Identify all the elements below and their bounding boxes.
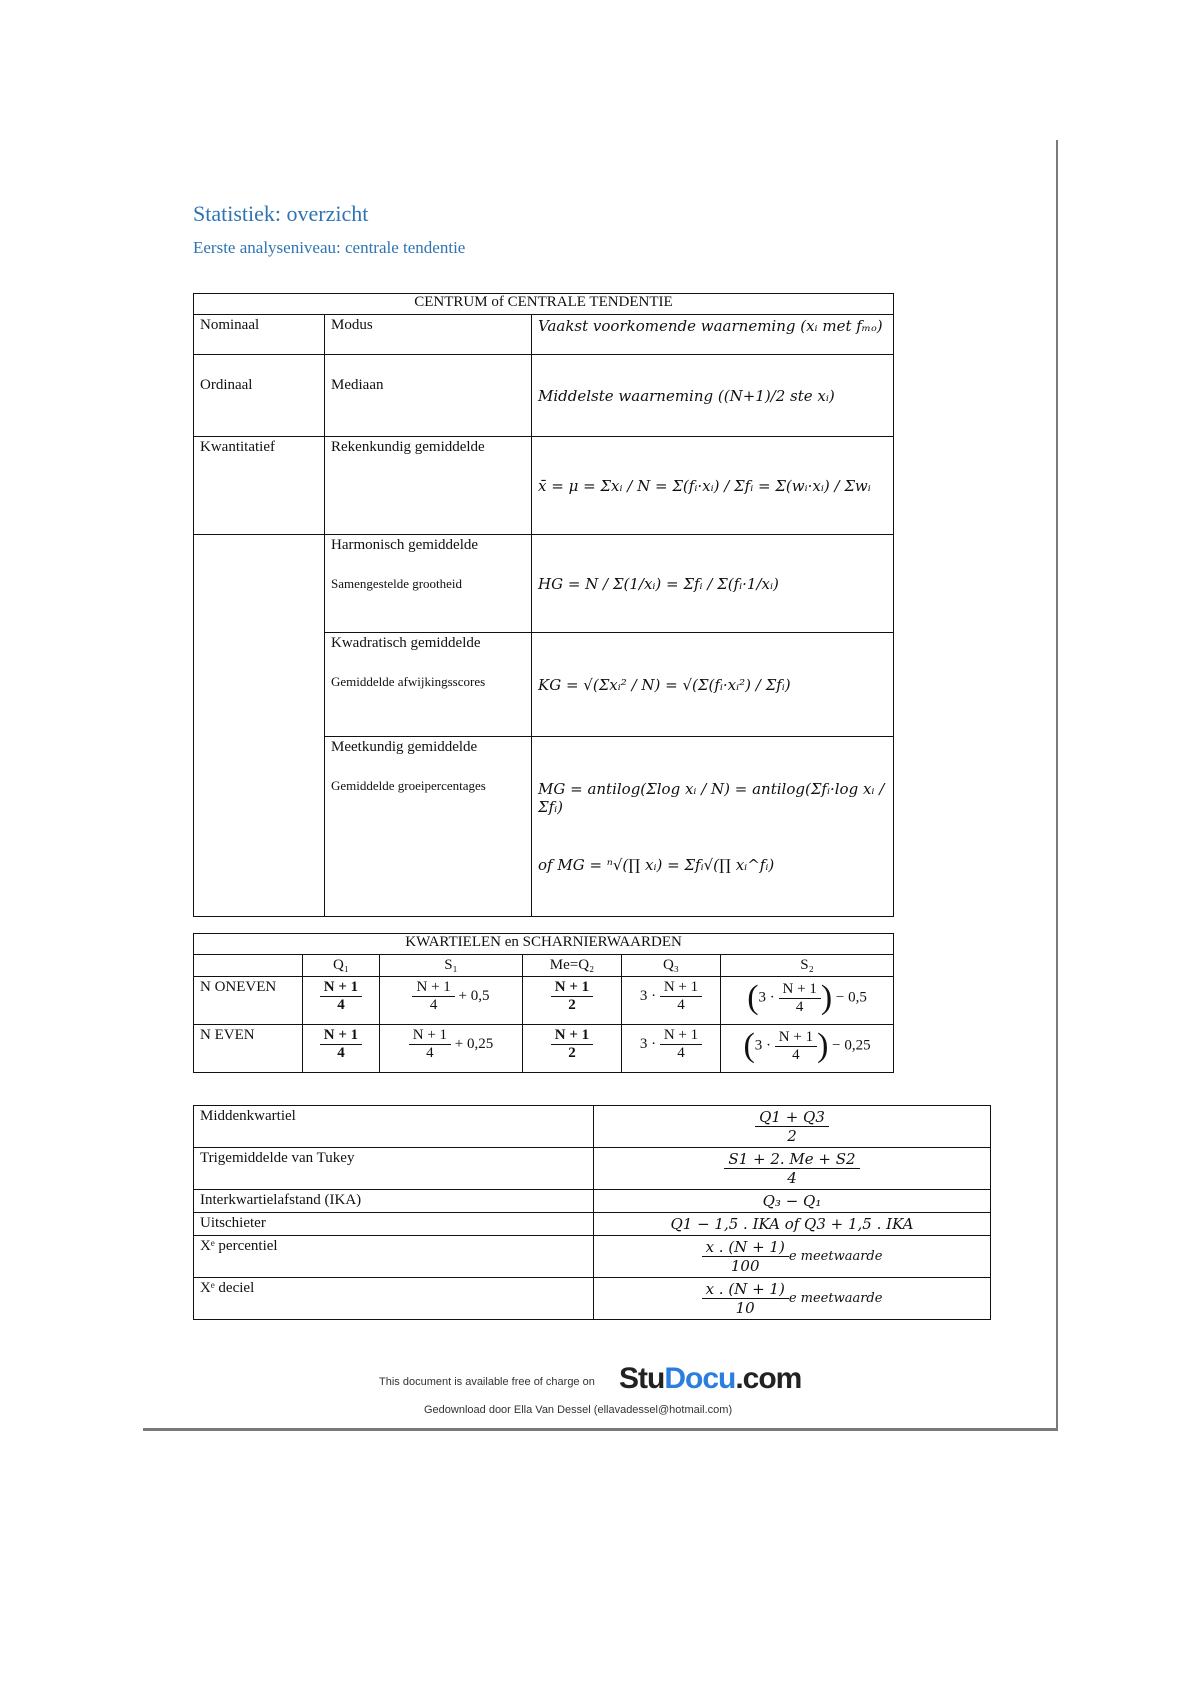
measure-note: Gemiddelde groeipercentages [331,778,486,793]
logo-part: Docu [664,1362,736,1395]
numerator: N + 1 [779,981,821,999]
measure-cell [325,737,532,917]
numerator: N + 1 [551,979,593,997]
factor: 3 · [754,1037,772,1054]
header-cell: S₂ [721,955,894,977]
numerator: S1 + 2. Me + S2 [724,1150,859,1169]
formula-cell: KG = √(Σxᵢ² / N) = √(Σ(fᵢ·xᵢ²) / Σfᵢ) [532,633,894,737]
q3-cell [622,977,721,1025]
s1-addend: + 0,5 [458,987,490,1004]
measure-cell: Mediaan [325,355,532,437]
header-cell [194,955,303,977]
measure-cell: Rekenkundig gemiddelde [325,437,532,535]
measure-formula: Q₃ − Q₁ [594,1190,991,1213]
numerator: N + 1 [320,1027,362,1045]
formula-cell: x̄ = μ = Σxᵢ / N = Σ(fᵢ·xᵢ) / Σfᵢ = Σ(wᵢ·xᵢ) / Σwᵢ [532,437,894,535]
measure-label: Xᵉ percentiel [194,1236,594,1278]
logo-part: .com [735,1362,802,1395]
numerator: N + 1 [409,1027,451,1045]
denominator: 10 [735,1299,755,1317]
measure-note: Samengestelde grootheid [331,576,463,591]
header-cell: Me=Q₂ [523,955,622,977]
level-cell: Kwantitatief [194,437,325,535]
measure-cell [325,633,532,737]
s1-cell [380,977,523,1025]
formula-cell [532,737,894,917]
measure-cell: Modus [325,315,532,355]
measure-note: Gemiddelde afwijkingsscores [331,674,486,689]
denominator: 4 [426,1045,434,1061]
numerator: x . (N + 1) [702,1238,789,1257]
s2-subtrahend: − 0,25 [832,1037,871,1054]
formula-tail: e meetwaarde [788,1248,883,1264]
denominator: 2 [787,1127,797,1145]
denominator: 2 [568,1045,576,1061]
page-edge-bottom [143,1428,1058,1431]
numerator: N + 1 [660,1027,702,1045]
factor: 3 · [639,987,657,1004]
q1-cell [303,1025,380,1073]
extra-measures-table [193,1105,991,1320]
studocu-logo[interactable] [619,1362,801,1396]
denominator: 4 [337,1045,345,1061]
page-edge-right [1056,140,1058,1430]
me-cell [523,1025,622,1073]
denominator: 4 [795,998,804,1015]
formula-cell: HG = N / Σ(1/xᵢ) = Σfᵢ / Σ(fᵢ·1/xᵢ) [532,535,894,633]
level-cell-empty [194,535,325,917]
denominator: 4 [429,997,438,1013]
availability-note: This document is available free of charge on [379,1376,595,1388]
centrum-table [193,293,894,917]
measure-label: Interkwartielafstand (IKA) [194,1190,594,1213]
numerator: Q1 + Q3 [755,1108,829,1127]
formula-cell: Middelste waarneming ((N+1)/2 ste xᵢ) [532,355,894,437]
measure-name: Harmonisch gemiddelde [331,537,479,553]
measure-label: Trigemiddelde van Tukey [194,1148,594,1190]
s2-cell: (3 · $\frac{N + 1}{4}$ ) − 0,5 [721,977,894,1025]
denominator: 4 [677,1045,685,1061]
me-cell [523,977,622,1025]
measure-formula [594,1236,991,1278]
download-attribution: Gedownload door Ella Van Dessel (ellavadessel@hotmail.com) [424,1404,733,1416]
s2-subtrahend: − 0,5 [835,989,867,1006]
measure-cell [325,535,532,633]
s1-addend: + 0,25 [454,1035,494,1052]
measure-formula [594,1278,991,1320]
s2-cell: (3 · $\frac{N + 1}{4}$ ) − 0,25 [721,1025,894,1073]
header-cell: S₁ [380,955,523,977]
measure-formula [594,1148,991,1190]
kwartielen-caption: KWARTIELEN en SCHARNIERWAARDEN [194,934,894,955]
denominator: 4 [677,997,685,1013]
formula-cell: Vaakst voorkomende waarneming (xᵢ met fₘₒ) [532,315,894,355]
numerator: N + 1 [412,979,454,997]
measure-label: Xᵉ deciel [194,1278,594,1320]
centrum-caption: CENTRUM of CENTRALE TENDENTIE [194,294,894,315]
row-label: N ONEVEN [194,977,303,1025]
measure-formula [594,1106,991,1148]
denominator: 2 [568,997,576,1013]
formula-line: MG = antilog(Σlog xᵢ / N) = antilog(Σfᵢ·log xᵢ / Σfᵢ) [538,779,885,816]
formula-line: of MG = ⁿ√(∏ xᵢ) = Σfᵢ√(∏ xᵢ^fᵢ) [538,855,775,874]
q3-cell [622,1025,721,1073]
document-subtitle: Eerste analyseniveau: centrale tendentie [193,238,466,257]
kwartielen-table [193,933,894,1073]
formula-tail: e meetwaarde [788,1290,883,1306]
denominator: 4 [792,1046,800,1063]
numerator: N + 1 [320,979,362,997]
measure-label: Uitschieter [194,1213,594,1236]
denominator: 4 [787,1169,797,1187]
numerator: x . (N + 1) [702,1280,789,1299]
level-cell: Ordinaal [194,355,325,437]
measure-name: Kwadratisch gemiddelde [331,635,481,651]
numerator: N + 1 [551,1027,593,1045]
measure-label: Middenkwartiel [194,1106,594,1148]
logo-part: Stu [619,1362,665,1395]
factor: 3 · [758,989,775,1006]
level-cell: Nominaal [194,315,325,355]
numerator: N + 1 [660,979,702,997]
numerator: N + 1 [775,1029,817,1047]
row-label: N EVEN [194,1025,303,1073]
measure-formula: Q1 − 1,5 . IKA of Q3 + 1,5 . IKA [594,1213,991,1236]
factor: 3 · [639,1035,657,1052]
denominator: 100 [730,1257,760,1275]
document-title: Statistiek: overzicht [193,201,369,226]
measure-name: Meetkundig gemiddelde [331,739,478,755]
header-cell: Q₃ [622,955,721,977]
q1-cell [303,977,380,1025]
s1-cell [380,1025,523,1073]
denominator: 4 [337,997,345,1013]
header-cell: Q₁ [303,955,380,977]
